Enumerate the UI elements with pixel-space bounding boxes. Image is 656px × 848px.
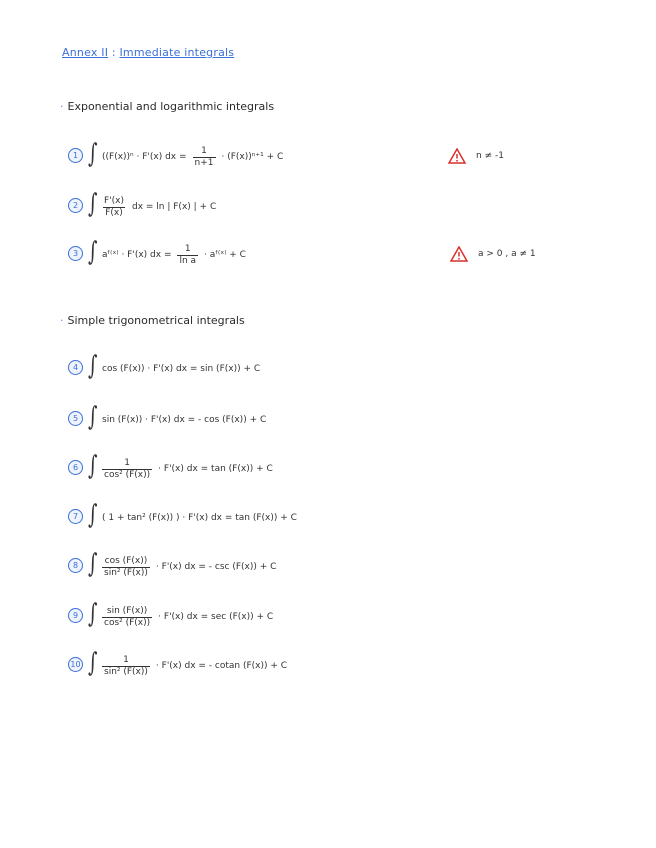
- formula-text: sin (F(x)) · F'(x) dx = - cos (F(x)) + C: [102, 415, 267, 425]
- formula-row-6: [68, 452, 628, 486]
- formula-row-10: [68, 649, 628, 683]
- formula-number: 4: [68, 360, 83, 375]
- formula-rhs: · F'(x) dx = sec (F(x)) + C: [158, 612, 274, 622]
- formula-expression: [102, 140, 283, 174]
- formula-expression: [102, 550, 276, 584]
- formula-number: 2: [68, 198, 83, 213]
- formula-number: 10: [68, 657, 83, 672]
- integral-icon: ∫: [88, 599, 98, 629]
- formula-row-5: [68, 403, 628, 437]
- fraction-numerator: 1: [124, 457, 130, 468]
- section-exp-log: [60, 100, 274, 113]
- formula-rhs: dx = ln | F(x) | + C: [132, 202, 217, 212]
- formula-number: 3: [68, 246, 83, 261]
- fraction-numerator: 1: [184, 243, 191, 254]
- section-label: Exponential and logarithmic integrals: [67, 100, 275, 113]
- fraction-denominator: sin² (F(x)): [104, 666, 148, 677]
- section-label: Simple trigonometrical integrals: [67, 314, 245, 327]
- condition-text: n ≠ -1: [476, 151, 504, 161]
- formula-rhs: · F'(x) dx = - csc (F(x)) + C: [155, 562, 277, 572]
- fraction: [102, 655, 150, 678]
- fraction-numerator: 1: [201, 145, 207, 156]
- formula-expression: [102, 649, 287, 683]
- formula-row-9: [68, 600, 628, 634]
- title-topic: Immediate integrals: [119, 46, 235, 59]
- warning-icon: [450, 246, 468, 262]
- integral-icon: ∫: [88, 549, 98, 579]
- fraction-numerator: F'(x): [104, 195, 124, 206]
- formula-row-8: [68, 550, 628, 584]
- formula-expression: [102, 238, 246, 272]
- formula-number: 1: [68, 148, 83, 163]
- formula-row-2: [68, 190, 628, 224]
- formula-number: 9: [68, 608, 83, 623]
- condition-text: a > 0 , a ≠ 1: [478, 249, 536, 259]
- formula-rhs: · aᶠ⁽ˣ⁾ + C: [204, 250, 246, 260]
- fraction-denominator: ln a: [179, 255, 197, 266]
- fraction-numerator: cos (F(x)): [104, 555, 148, 566]
- fraction: [193, 146, 216, 169]
- fraction-numerator: 1: [123, 654, 129, 665]
- integral-icon: ∫: [88, 189, 98, 219]
- formula-lhs: ((F(x))ⁿ · F'(x) dx =: [102, 152, 187, 162]
- formula-number: 6: [68, 460, 83, 475]
- formula-number: 8: [68, 558, 83, 573]
- formula-rhs: · (F(x))ⁿ⁺¹ + C: [221, 152, 284, 162]
- fraction: [102, 606, 152, 629]
- warning-icon: [448, 148, 466, 164]
- fraction-denominator: cos² (F(x)): [104, 617, 151, 628]
- formula-expression: [102, 452, 273, 486]
- formula-number: 7: [68, 509, 83, 524]
- formula-text: ( 1 + tan² (F(x)) ) · F'(x) dx = tan (F(x)) + C: [102, 513, 297, 523]
- formula-number: 5: [68, 411, 83, 426]
- fraction-denominator: n+1: [194, 157, 214, 168]
- fraction-denominator: F(x): [105, 207, 123, 218]
- fraction-denominator: cos² (F(x)): [104, 469, 151, 480]
- page-title: [62, 46, 234, 59]
- integral-icon: ∫: [88, 237, 98, 267]
- title-separator: :: [111, 46, 116, 59]
- formula-row-4: [68, 352, 628, 386]
- integral-icon: ∫: [88, 139, 98, 169]
- integral-icon: ∫: [88, 402, 98, 432]
- fraction-numerator: sin (F(x)): [106, 605, 148, 616]
- fraction: [177, 244, 198, 267]
- formula-expression: [102, 190, 216, 224]
- formula-text: cos (F(x)) · F'(x) dx = sin (F(x)) + C: [102, 364, 261, 374]
- formula-row-3: [68, 238, 628, 272]
- formula-lhs: aᶠ⁽ˣ⁾ · F'(x) dx =: [102, 250, 172, 260]
- integral-icon: ∫: [88, 351, 98, 381]
- fraction: [102, 196, 126, 219]
- condition-note: [450, 246, 536, 262]
- title-annex: Annex II: [62, 46, 109, 59]
- section-trig: [60, 314, 245, 327]
- bullet-icon: ·: [60, 100, 64, 113]
- bullet-icon: ·: [60, 314, 64, 327]
- fraction: [102, 458, 152, 481]
- formula-row-1: [68, 140, 628, 174]
- integral-icon: ∫: [88, 648, 98, 678]
- formula-row-7: [68, 501, 628, 535]
- formula-rhs: · F'(x) dx = - cotan (F(x)) + C: [155, 661, 288, 671]
- fraction: [102, 556, 150, 579]
- fraction-denominator: sin² (F(x)): [104, 567, 148, 578]
- integral-icon: ∫: [88, 500, 98, 530]
- integral-icon: ∫: [88, 451, 98, 481]
- formula-rhs: · F'(x) dx = tan (F(x)) + C: [158, 464, 273, 474]
- formula-expression: [102, 352, 260, 386]
- formula-expression: [102, 403, 266, 437]
- condition-note: [448, 148, 504, 164]
- formula-expression: [102, 501, 297, 535]
- formula-expression: [102, 600, 273, 634]
